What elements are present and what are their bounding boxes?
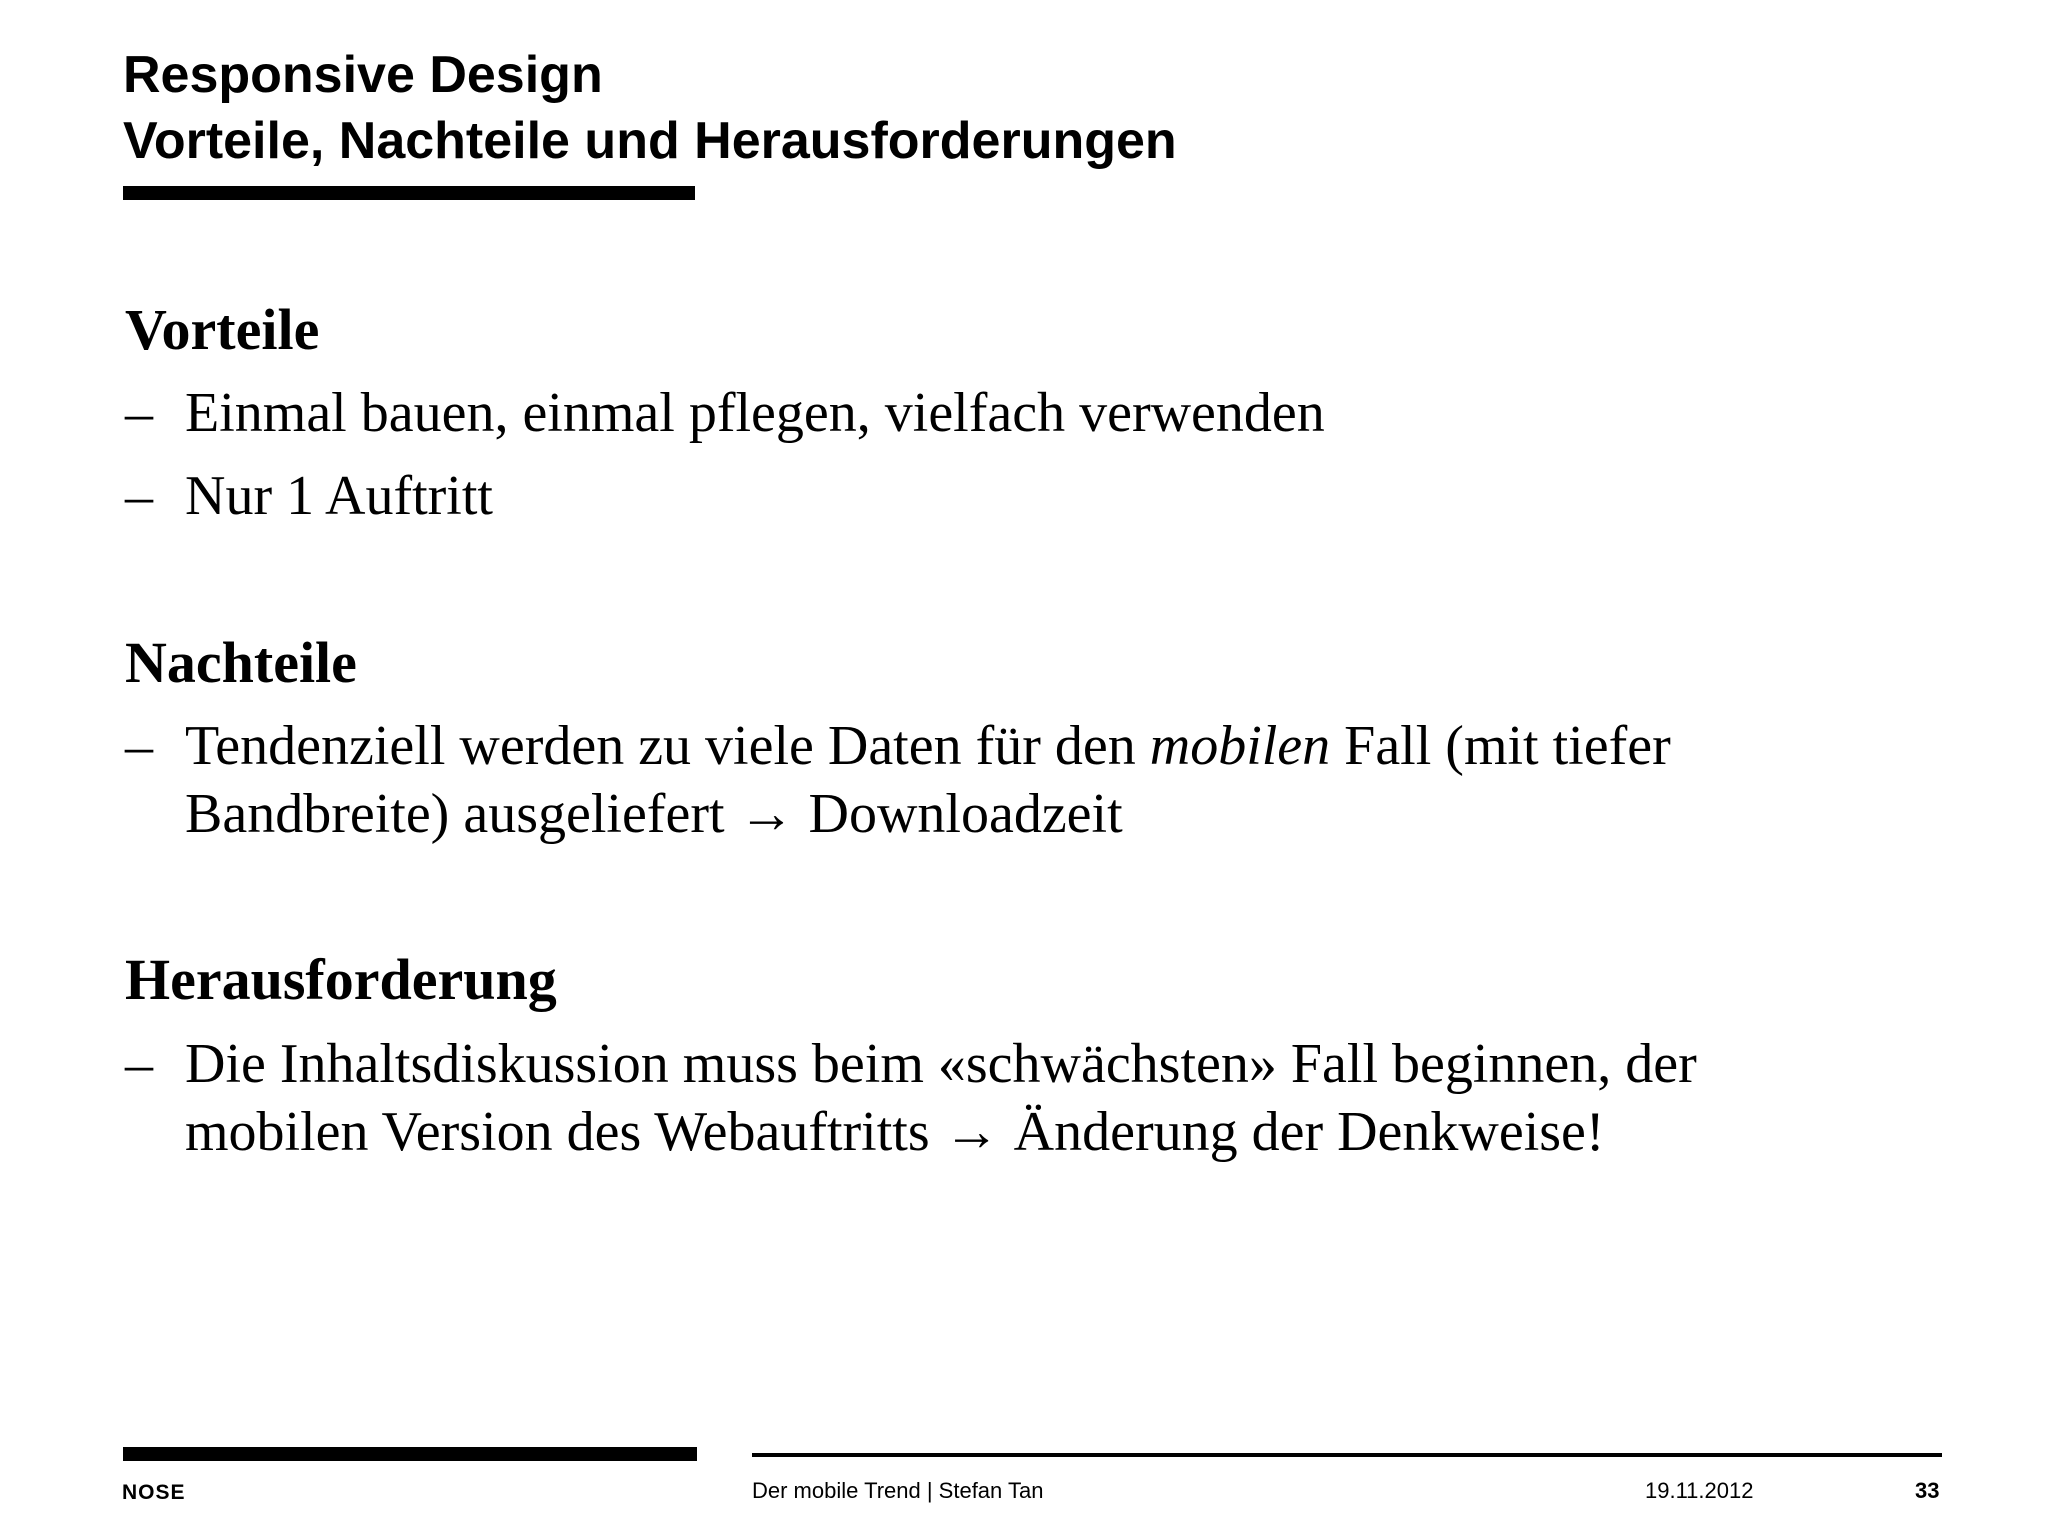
footer-logo: NOSE xyxy=(122,1481,186,1504)
bullet-dash: – xyxy=(125,465,153,527)
bullet-text: Tendenziell werden zu viele Daten für den xyxy=(185,715,1150,777)
footer-divider-right xyxy=(752,1453,1942,1457)
slide-subtitle: Vorteile, Nachteile und Herausforderungen xyxy=(123,112,1177,170)
bullet-continuation: mobilen Version des Webauftritts → Änderung der Denkweise! xyxy=(185,1101,1605,1163)
bullet-text: Einmal bauen, einmal pflegen, vielfach verwenden xyxy=(185,382,1325,444)
section-heading-nachteile: Nachteile xyxy=(125,630,357,695)
bullet-herausforderung-1 xyxy=(125,1030,1955,1166)
bullet-vorteile-1 xyxy=(125,379,1955,447)
bullet-dash: – xyxy=(125,715,153,777)
section-heading-herausforderung: Herausforderung xyxy=(125,947,557,1012)
footer-date: 19.11.2012 xyxy=(1645,1478,1754,1503)
bullet-nachteile-1 xyxy=(125,712,1955,848)
bullet-text-after: Fall (mit tiefer xyxy=(1330,715,1671,777)
footer-divider-left xyxy=(123,1447,697,1461)
bullet-dash: – xyxy=(125,382,153,444)
bullet-continuation: Bandbreite) ausgeliefert → Downloadzeit xyxy=(185,783,1123,845)
section-heading-vorteile: Vorteile xyxy=(125,297,320,362)
slide-title: Responsive Design xyxy=(123,46,603,104)
footer-page-number: 33 xyxy=(1915,1478,1940,1503)
bullet-vorteile-2 xyxy=(125,462,1955,530)
bullet-text: Nur 1 Auftritt xyxy=(185,465,493,527)
bullet-text: Die Inhaltsdiskussion muss beim «schwächsten» Fall beginnen, der xyxy=(185,1033,1697,1095)
header-divider xyxy=(123,186,695,200)
bullet-dash: – xyxy=(125,1033,153,1095)
bullet-text-emphasis: mobilen xyxy=(1149,715,1331,777)
footer-talk-title: Der mobile Trend | Stefan Tan xyxy=(752,1478,1044,1503)
